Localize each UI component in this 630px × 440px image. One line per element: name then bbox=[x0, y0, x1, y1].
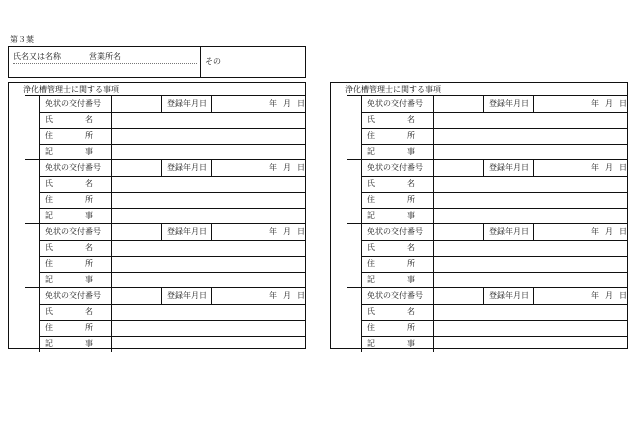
row-rule bbox=[39, 128, 305, 129]
day-label: 日 bbox=[619, 227, 627, 236]
day-label: 日 bbox=[297, 291, 305, 300]
day-label: 日 bbox=[619, 99, 627, 108]
row-rule bbox=[361, 336, 627, 337]
manager-entry bbox=[25, 287, 305, 351]
row-rule bbox=[361, 320, 627, 321]
manager-entry bbox=[25, 223, 305, 287]
registration-date-label: 登録年月日 bbox=[489, 291, 529, 300]
row-rule bbox=[39, 272, 305, 273]
name-field-label: 氏 名 bbox=[45, 243, 93, 252]
registration-date-label: 登録年月日 bbox=[489, 227, 529, 236]
row-rule bbox=[39, 304, 305, 305]
row-rule bbox=[361, 128, 627, 129]
date-value-rule bbox=[533, 288, 534, 304]
registration-date-label: 登録年月日 bbox=[489, 99, 529, 108]
date-value-rule bbox=[533, 96, 534, 112]
manager-entry bbox=[347, 95, 627, 159]
row-rule bbox=[361, 256, 627, 257]
license-number-label: 免状の交付番号 bbox=[367, 99, 423, 108]
address-field-label: 住 所 bbox=[45, 259, 93, 268]
dotted-divider bbox=[13, 63, 197, 64]
date-value-rule bbox=[211, 160, 212, 176]
license-number-label: 免状の交付番号 bbox=[45, 291, 101, 300]
day-label: 日 bbox=[619, 291, 627, 300]
name-field-label: 氏 名 bbox=[45, 115, 93, 124]
month-label: 月 bbox=[283, 99, 291, 108]
address-field-label: 住 所 bbox=[45, 323, 93, 332]
license-number-label: 免状の交付番号 bbox=[45, 227, 101, 236]
row-rule bbox=[39, 192, 305, 193]
year-label: 年 bbox=[591, 163, 599, 172]
manager-entry bbox=[25, 95, 305, 159]
row-rule bbox=[39, 144, 305, 145]
name-label: 氏名又は名称 bbox=[13, 52, 61, 61]
applicant-header-box bbox=[8, 46, 306, 78]
page-label: 第３葉 bbox=[10, 35, 34, 44]
year-label: 年 bbox=[269, 163, 277, 172]
date-value-rule bbox=[533, 224, 534, 240]
notes-field-label: 記 事 bbox=[367, 339, 415, 348]
header-divider bbox=[200, 47, 201, 77]
month-label: 月 bbox=[605, 99, 613, 108]
office-name-label: 営業所名 bbox=[89, 52, 121, 61]
name-field-label: 氏 名 bbox=[367, 307, 415, 316]
row-rule bbox=[361, 272, 627, 273]
date-label-rule bbox=[161, 224, 162, 240]
manager-entry bbox=[347, 287, 627, 351]
license-number-label: 免状の交付番号 bbox=[367, 163, 423, 172]
address-field-label: 住 所 bbox=[45, 131, 93, 140]
day-label: 日 bbox=[297, 227, 305, 236]
notes-field-label: 記 事 bbox=[367, 275, 415, 284]
name-field-label: 氏 名 bbox=[367, 115, 415, 124]
panel-title: 浄化槽管理士に関する事項 bbox=[345, 85, 441, 94]
notes-field-label: 記 事 bbox=[45, 275, 93, 284]
notes-field-label: 記 事 bbox=[45, 339, 93, 348]
registration-date-label: 登録年月日 bbox=[167, 227, 207, 236]
registration-date-label: 登録年月日 bbox=[489, 163, 529, 172]
row-rule bbox=[39, 320, 305, 321]
date-label-rule bbox=[483, 288, 484, 304]
day-label: 日 bbox=[297, 99, 305, 108]
license-number-label: 免状の交付番号 bbox=[367, 227, 423, 236]
month-label: 月 bbox=[283, 291, 291, 300]
year-label: 年 bbox=[591, 291, 599, 300]
license-number-label: 免状の交付番号 bbox=[367, 291, 423, 300]
notes-field-label: 記 事 bbox=[367, 147, 415, 156]
registration-date-label: 登録年月日 bbox=[167, 99, 207, 108]
year-label: 年 bbox=[591, 99, 599, 108]
date-value-rule bbox=[533, 160, 534, 176]
name-field-label: 氏 名 bbox=[45, 179, 93, 188]
row-rule bbox=[361, 176, 627, 177]
date-label-rule bbox=[483, 96, 484, 112]
panel-title: 浄化槽管理士に関する事項 bbox=[23, 85, 119, 94]
date-label-rule bbox=[483, 224, 484, 240]
row-rule bbox=[39, 208, 305, 209]
date-label-rule bbox=[483, 160, 484, 176]
license-number-label: 免状の交付番号 bbox=[45, 99, 101, 108]
row-rule bbox=[39, 256, 305, 257]
manager-panel-1 bbox=[8, 82, 306, 349]
date-value-rule bbox=[211, 96, 212, 112]
address-field-label: 住 所 bbox=[367, 131, 415, 140]
registration-date-label: 登録年月日 bbox=[167, 291, 207, 300]
day-label: 日 bbox=[619, 163, 627, 172]
name-field-label: 氏 名 bbox=[367, 243, 415, 252]
date-label-rule bbox=[161, 160, 162, 176]
date-value-rule bbox=[211, 288, 212, 304]
year-label: 年 bbox=[269, 227, 277, 236]
row-rule bbox=[39, 336, 305, 337]
month-label: 月 bbox=[283, 163, 291, 172]
notes-field-label: 記 事 bbox=[45, 147, 93, 156]
row-rule bbox=[361, 240, 627, 241]
address-field-label: 住 所 bbox=[367, 195, 415, 204]
month-label: 月 bbox=[605, 291, 613, 300]
manager-panel-2 bbox=[330, 82, 628, 349]
date-value-rule bbox=[211, 224, 212, 240]
row-rule bbox=[361, 112, 627, 113]
year-label: 年 bbox=[269, 291, 277, 300]
year-label: 年 bbox=[591, 227, 599, 236]
day-label: 日 bbox=[297, 163, 305, 172]
notes-field-label: 記 事 bbox=[45, 211, 93, 220]
address-field-label: 住 所 bbox=[367, 259, 415, 268]
month-label: 月 bbox=[605, 227, 613, 236]
month-label: 月 bbox=[283, 227, 291, 236]
license-number-label: 免状の交付番号 bbox=[45, 163, 101, 172]
manager-entry bbox=[347, 159, 627, 223]
other-label: その bbox=[205, 57, 221, 66]
manager-entry bbox=[25, 159, 305, 223]
address-field-label: 住 所 bbox=[45, 195, 93, 204]
row-rule bbox=[39, 176, 305, 177]
year-label: 年 bbox=[269, 99, 277, 108]
registration-date-label: 登録年月日 bbox=[167, 163, 207, 172]
row-rule bbox=[361, 144, 627, 145]
date-label-rule bbox=[161, 96, 162, 112]
row-rule bbox=[39, 112, 305, 113]
month-label: 月 bbox=[605, 163, 613, 172]
manager-entry bbox=[347, 223, 627, 287]
row-rule bbox=[361, 304, 627, 305]
notes-field-label: 記 事 bbox=[367, 211, 415, 220]
address-field-label: 住 所 bbox=[367, 323, 415, 332]
name-field-label: 氏 名 bbox=[367, 179, 415, 188]
row-rule bbox=[39, 240, 305, 241]
row-rule bbox=[361, 192, 627, 193]
name-field-label: 氏 名 bbox=[45, 307, 93, 316]
date-label-rule bbox=[161, 288, 162, 304]
row-rule bbox=[361, 208, 627, 209]
